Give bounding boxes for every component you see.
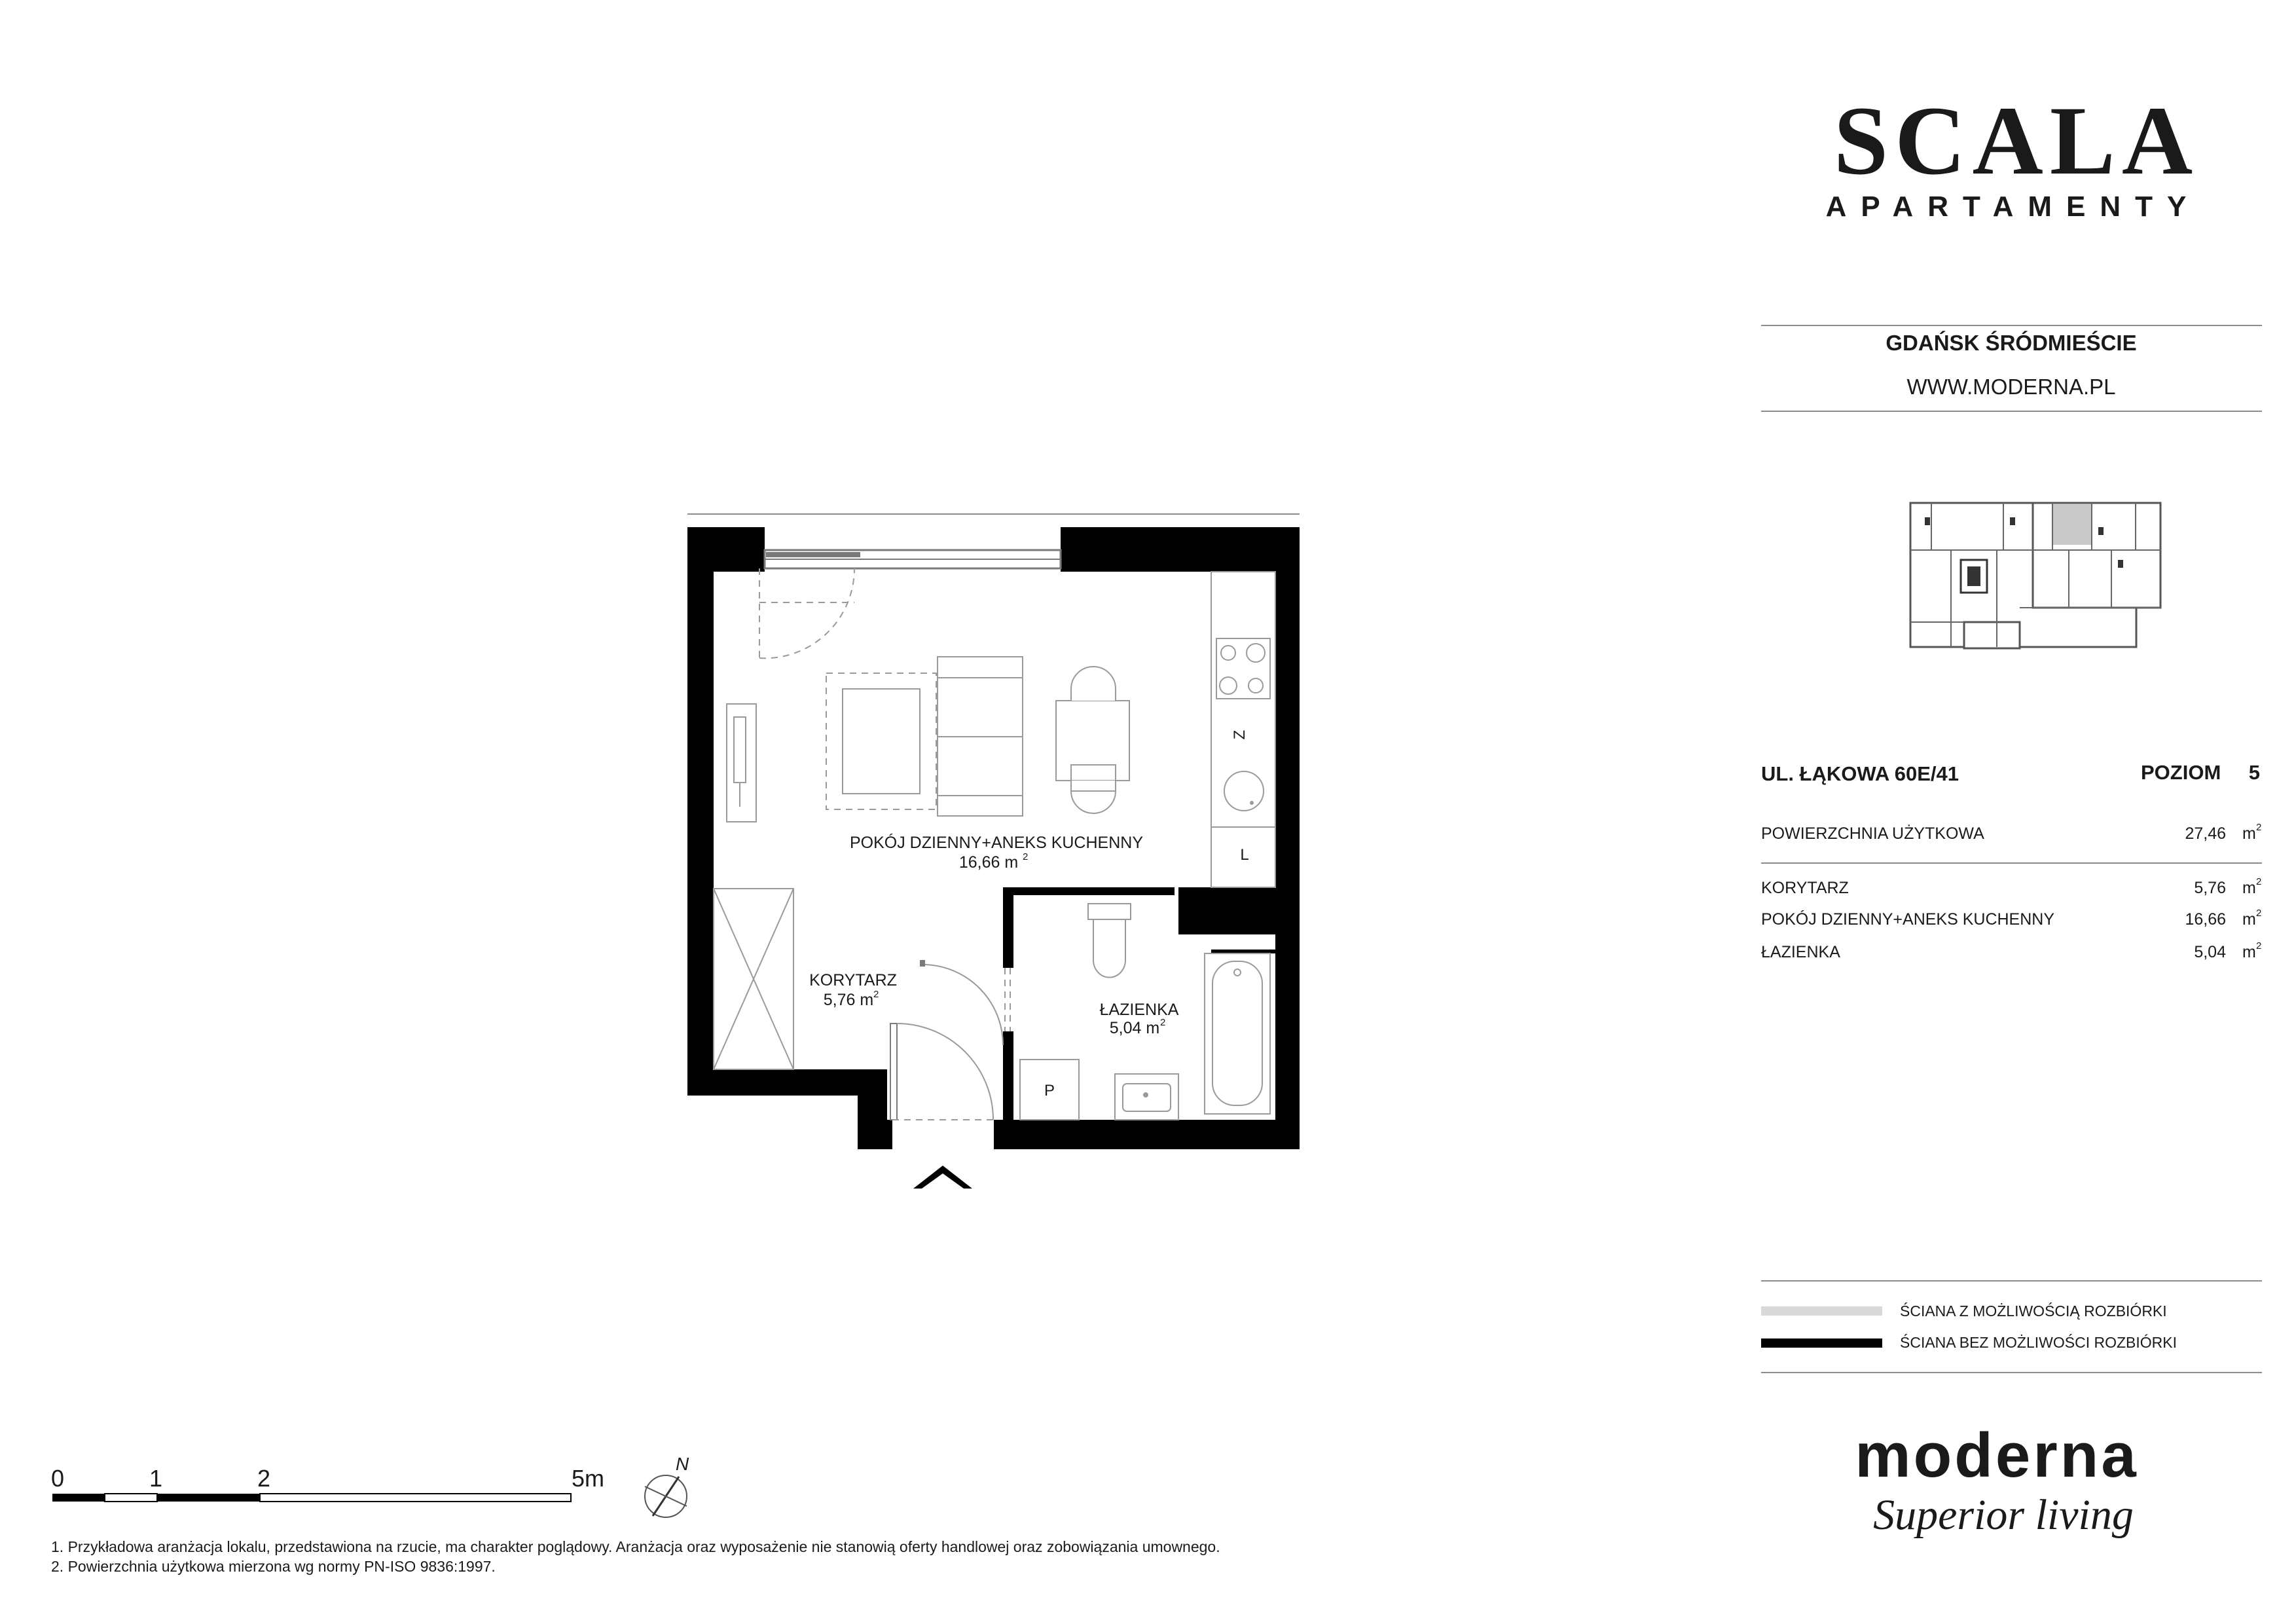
table-row-name: POKÓJ DZIENNY+ANEKS KUCHENNY <box>1761 910 2055 929</box>
washing-machine <box>1020 1060 1079 1120</box>
scale-tick-label: 0 <box>51 1465 65 1492</box>
table-row-name: ŁAZIENKA <box>1761 943 1840 961</box>
usable-area-unit-sup: 2 <box>2256 822 2262 833</box>
scale-tick-label: 5m <box>572 1465 605 1492</box>
legend-swatch-demolishable <box>1761 1306 1882 1316</box>
window <box>765 550 1061 568</box>
cabinet-symbol: Z <box>1231 729 1248 740</box>
balcony-door-swing <box>759 568 854 658</box>
table-row-unit: m <box>2242 879 2256 897</box>
website-label: WWW.MODERNA.PL <box>1906 375 2116 399</box>
entrance-arrow-icon <box>913 1166 972 1189</box>
tv-unit <box>727 704 756 822</box>
legend-label-structural: ŚCIANA BEZ MOŻLIWOŚCI ROZBIÓRKI <box>1900 1334 2177 1351</box>
compass-north-label: N <box>676 1454 689 1474</box>
room-area-bathroom: 5,04 m <box>1109 1019 1160 1037</box>
brand-title: SCALA <box>1833 86 2200 195</box>
usable-area-unit: m <box>2242 824 2256 843</box>
table-row-name: KORYTARZ <box>1761 879 1849 897</box>
room-label-corridor: KORYTARZ <box>809 971 897 989</box>
dining-set <box>1056 667 1129 813</box>
sofa <box>938 657 1023 816</box>
table-row-unit-sup: 2 <box>2256 908 2262 919</box>
rooms-table <box>1761 876 2261 961</box>
developer-tagline: Superior living <box>1873 1491 2134 1539</box>
key-plan-highlight <box>2052 504 2092 545</box>
level-value: 5 <box>2248 761 2260 784</box>
district-label: GDAŃSK ŚRÓDMIEŚCIE <box>1886 331 2137 355</box>
table-row-unit: m <box>2242 943 2256 961</box>
table-row-value: 5,04 <box>2194 943 2226 961</box>
level-label: POZIOM <box>2141 761 2221 784</box>
building-key-plan <box>1910 503 2160 648</box>
developer-logo: moderna <box>1855 1420 2139 1490</box>
room-area-corridor-sup: 2 <box>873 989 879 1000</box>
room-area-bathroom-sup: 2 <box>1160 1017 1166 1028</box>
washbasin <box>1115 1074 1178 1120</box>
table-row-value: 16,66 <box>2185 910 2226 929</box>
legend-label-demolishable: ŚCIANA Z MOŻLIWOŚCIĄ ROZBIÓRKI <box>1900 1302 2167 1320</box>
legend-swatch-structural <box>1761 1338 1882 1348</box>
washer-symbol: P <box>1044 1082 1055 1099</box>
room-area-living: 16,66 m <box>958 853 1019 872</box>
scale-tick-label: 2 <box>257 1465 271 1492</box>
bathtub <box>1205 953 1270 1114</box>
toilet <box>1088 904 1131 978</box>
table-row-unit-sup: 2 <box>2256 876 2262 887</box>
entrance-door <box>890 1024 994 1120</box>
footnote-1: 1. Przykładowa aranżacja lokalu, przedstawiona na rzucie, ma charakter poglądowy. Aranżacja oraz wyposażenie nie stanowią oferty handlowej oraz zobowiązania umownego. <box>51 1538 1220 1555</box>
scale-tick-label: 1 <box>149 1465 163 1492</box>
brand-subtitle: APARTAMENTY <box>1825 191 2201 223</box>
table-row-unit-sup: 2 <box>2256 940 2262 951</box>
table-row-unit: m <box>2242 910 2256 929</box>
room-label-bathroom: ŁAZIENKA <box>1099 1001 1179 1019</box>
wardrobe <box>714 889 793 1069</box>
apartment-floor-plan <box>687 514 1300 1189</box>
fridge-symbol: L <box>1240 846 1249 864</box>
usable-area-label: POWIERZCHNIA UŻYTKOWA <box>1761 824 1984 843</box>
kitchen-counter <box>1211 572 1275 887</box>
compass-icon <box>645 1454 689 1517</box>
coffee-table <box>843 689 920 794</box>
table-row-value: 5,76 <box>2194 879 2226 897</box>
room-area-corridor: 5,76 m <box>823 991 874 1009</box>
room-label-living: POKÓJ DZIENNY+ANEKS KUCHENNY <box>849 834 1144 852</box>
scale-bar <box>51 1465 604 1502</box>
bathroom-door <box>920 960 1010 1045</box>
unit-address: UL. ŁĄKOWA 60E/41 <box>1761 762 1959 785</box>
room-area-living-sup: 2 <box>1023 851 1029 862</box>
footnote-2: 2. Powierzchnia użytkowa mierzona wg normy PN-ISO 9836:1997. <box>51 1558 496 1575</box>
usable-area-value: 27,46 <box>2185 824 2226 843</box>
